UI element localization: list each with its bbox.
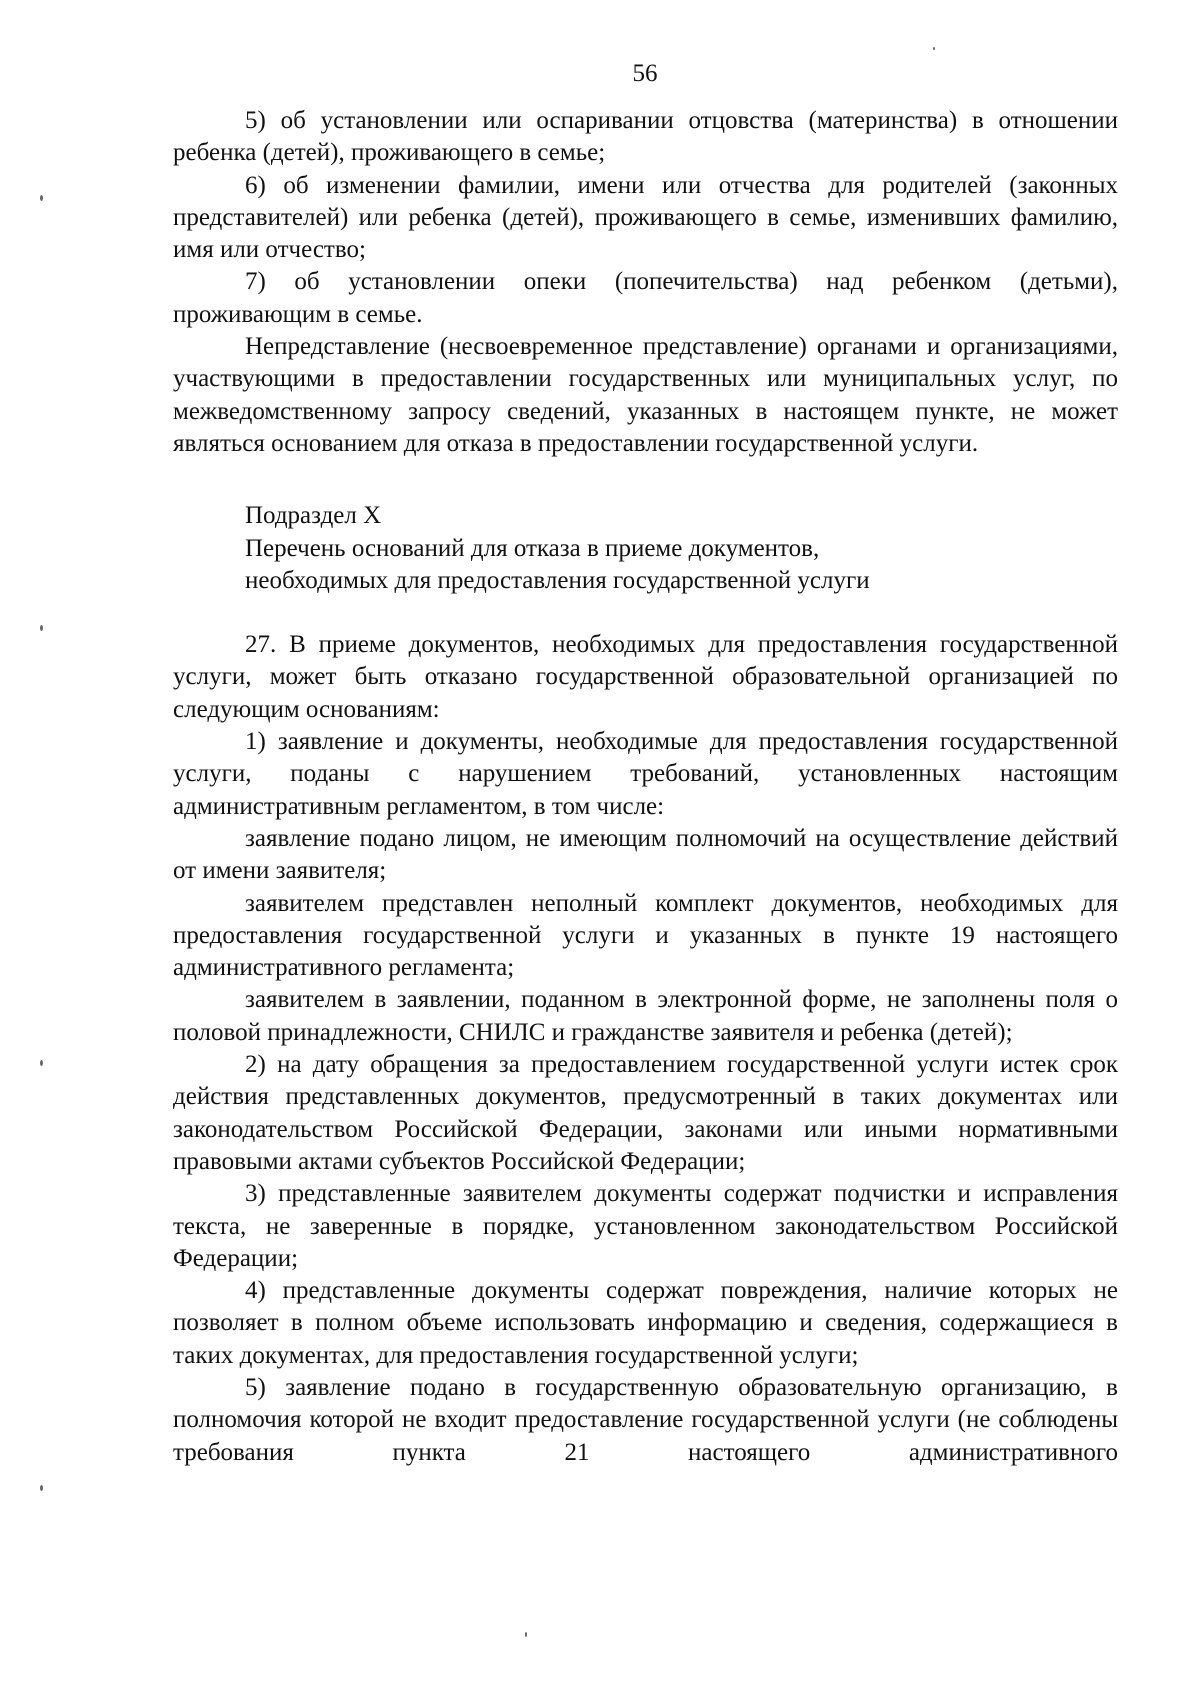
paragraph-ground-5: 5) заявление подано в государственную образовательную организацию, в полномочия которой не входит предоставление государственной услуги (не соблюдены требования пункта 21 настоящего административного bbox=[173, 1373, 1118, 1466]
paragraph-ground-1: 1) заявление и документы, необходимые для предоставления государственной услуги, поданы с нарушением требований, установленных настоящим административным регламентом, в том числе: bbox=[173, 728, 1118, 820]
scan-speck bbox=[933, 47, 935, 50]
scan-speck bbox=[40, 195, 43, 201]
paragraph-ground-1c: заявителем в заявлении, поданном в электронной форме, не заполнены поля о половой принадлежности, СНИЛС и гражданстве заявителя и ребенка (детей); bbox=[173, 986, 1118, 1046]
paragraph-ground-1a: заявление подано лицом, не имеющим полномочий на осуществление действий от имени заявителя; bbox=[173, 824, 1118, 885]
scan-speck bbox=[40, 1485, 43, 1491]
document-body bbox=[173, 105, 1118, 1469]
paragraph-item-5: 5) об установлении или оспаривании отцовства (материнства) в отношении ребенка (детей), проживающего в семье; bbox=[173, 107, 1118, 167]
paragraph-27: 27. В приеме документов, необходимых для предоставления государственной услуги, может быть отказано государственной образовательной организацией по следующим основаниям: bbox=[173, 631, 1118, 723]
subsection-title-line-2: необходимых для предоставления государственной услуги bbox=[245, 566, 870, 594]
scan-speck bbox=[525, 1632, 527, 1637]
scan-speck bbox=[40, 1060, 43, 1066]
subsection-title-line-1: Перечень оснований для отказа в приеме документов, bbox=[245, 534, 820, 562]
page-number: 56 bbox=[632, 60, 658, 87]
paragraph-ground-4: 4) представленные документы содержат повреждения, наличие которых не позволяет в полном объеме использовать информацию и сведения, содержащиеся в таких документах, для предоставления государственной услуги; bbox=[173, 1277, 1118, 1369]
paragraph-ground-3: 3) представленные заявителем документы содержат подчистки и исправления текста, не заверенные в порядке, установленном законодательством Российской Федерации; bbox=[173, 1180, 1118, 1272]
paragraph-nonsubmission: Непредставление (несвоевременное представление) органами и организациями, участвующими в предоставлении государственных или муниципальных услуг, по межведомственному запросу сведений, указанных в настоящем пункте, не может являться основанием для отказа в предоставлении государственной услуги. bbox=[173, 333, 1118, 457]
paragraph-item-7: 7) об установлении опеки (попечительства) над ребенком (детьми), проживающим в семье. bbox=[173, 268, 1118, 328]
paragraph-item-6: 6) об изменении фамилии, имени или отчества для родителей (законных представителей) или ребенка (детей), проживающего в семье, изменивших фамилию, имя или отчество; bbox=[173, 171, 1118, 264]
paragraph-ground-1b: заявителем представлен неполный комплект документов, необходимых для предоставления государственной услуги и указанных в пункте 19 настоящего административного регламента; bbox=[173, 889, 1118, 982]
scan-speck bbox=[40, 625, 43, 631]
subsection-label: Подраздел X bbox=[245, 502, 382, 530]
spacer bbox=[173, 597, 1118, 629]
paragraph-ground-2: 2) на дату обращения за предоставлением государственной услуги истек срок действия представленных документов, предусмотренный в таких документах или законодательством Российской Федерации, законами или иными нормативными правовыми актами субъектов Российской Федерации; bbox=[173, 1051, 1118, 1175]
spacer bbox=[173, 460, 1118, 500]
